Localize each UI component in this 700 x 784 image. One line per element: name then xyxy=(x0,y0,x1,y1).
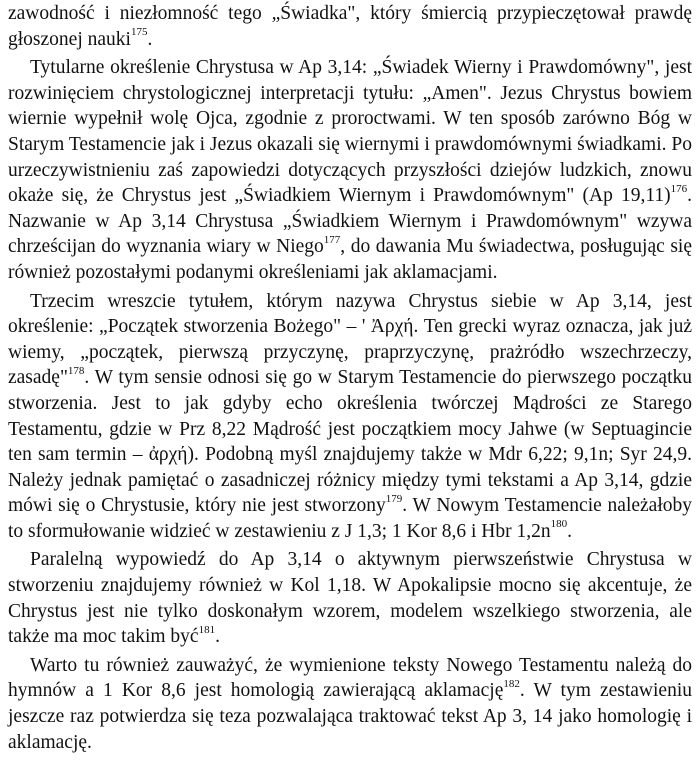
paragraph-2 xyxy=(8,55,692,285)
footnote-ref: 179 xyxy=(385,492,403,505)
footnote-ref: 182 xyxy=(503,677,520,690)
text-run: Trzecim wreszcie tytułem, którym nazywa Chrystus siebie w Ap 3,14, jest określenie: „Początek stworzenia Bożego" – ' Ἀρχή. Ten grecki wyraz oznacza, jak już wiemy, „początek, pierwszą przyczynę, praprzyczynę, prażródło wszechrzeczy, zasadę" xyxy=(8,290,692,389)
text-run: Paralelną wypowiedź do Ap 3,14 o aktywnym pierwszeństwie Chrystusa w stworzeniu znajdujemy również w Kol 1,18. W Apokalipsie mocno się akcentuje, że Chrystus jest nie tylko doskonałym wzorem, modelem wszelkiego stworzenia, ale także ma moc takim być xyxy=(8,549,692,648)
footnote-ref: 181 xyxy=(198,623,216,636)
text-run: Tytularne określenie Chrystusa w Ap 3,14: „Świadek Wierny i Prawdomówny", jest rozwinięciem chrystologicznej interpretacji tytułu: „Amen". Jezus Chrystus bowiem wiernie wypełnił wolę Ojca, zgodnie z proroctwami. W ten sposób zarówno Bóg w Starym Testamencie jak i Jezus okazali się wiernymi i prawdomównymi świadkami. Po urzeczywistnieniu zaś zapowiedzi dotyczących przyszłości dziejów ludzkich, znowu okaże się, że Chrystus jest „Świadkiem Wiernym i Prawdomównym" (Ap 19,11) xyxy=(8,57,692,207)
footnote-ref: 178 xyxy=(67,364,85,377)
paragraph-5 xyxy=(8,653,692,755)
footnote-ref: 180 xyxy=(550,518,568,531)
text-run: . W tym sensie odnosi się go w Starym Testamencie do pierwszego początku stworzenia. Jest to jak gdyby echo określenia twórczej Mądrości ze Starego Testamentu, gdzie w Prz 8,22 Mądrość jest początkiem mocy Jahwe (w Septuagincie ten sam termin – ἀρχή). Podobną myśl znajdujemy także w Mdr 6,22; 9,1n; Syr 24,9. Należy jednak pamiętać o zasadniczej różnicy między tymi tekstami a Ap 3,14, gdzie mówi się o Chrystusie, który nie jest stworzony xyxy=(8,367,692,517)
text-run: zawodność i niezłomność tego „Świadka", który śmiercią przypieczętował prawdę głoszonej nauki xyxy=(8,3,692,50)
text-run: . W tym zestawieniu jeszcze raz potwierdza się teza pozwalająca traktować tekst Ap 3, 14 jako homologię i aklamację. xyxy=(8,680,692,753)
text-run: , do dawania Mu świadectwa, posługując się również pozostałymi podanymi określeniami jak aklamacjami. xyxy=(8,236,692,283)
footnote-ref: 175 xyxy=(130,26,148,39)
text-run: . Nazwanie w Ap 3,14 Chrystusa „Świadkiem Wiernym i Prawdomównym" wzywa chrześcijan do wyznania wiary w Niego xyxy=(8,185,692,258)
text-run: Warto tu również zauważyć, że wymienione teksty Nowego Testamentu należą do hymnów a 1 Kor 8,6 jest homologią zawierającą aklamację xyxy=(8,654,692,702)
text-run: . xyxy=(147,28,153,50)
footnote-ref: 177 xyxy=(323,233,341,246)
paragraph-1 xyxy=(8,1,692,52)
paragraph-3 xyxy=(8,289,692,545)
paragraph-4 xyxy=(8,547,692,649)
text-run: . xyxy=(215,626,220,648)
text-run: . xyxy=(567,520,573,542)
text-run: . W Nowym Testamencie należałoby to sformułowanie widzieć w zestawieniu z J 1,3; 1 Kor 8,6 i Hbr 1,2n xyxy=(8,495,692,542)
footnote-ref: 176 xyxy=(670,182,688,195)
